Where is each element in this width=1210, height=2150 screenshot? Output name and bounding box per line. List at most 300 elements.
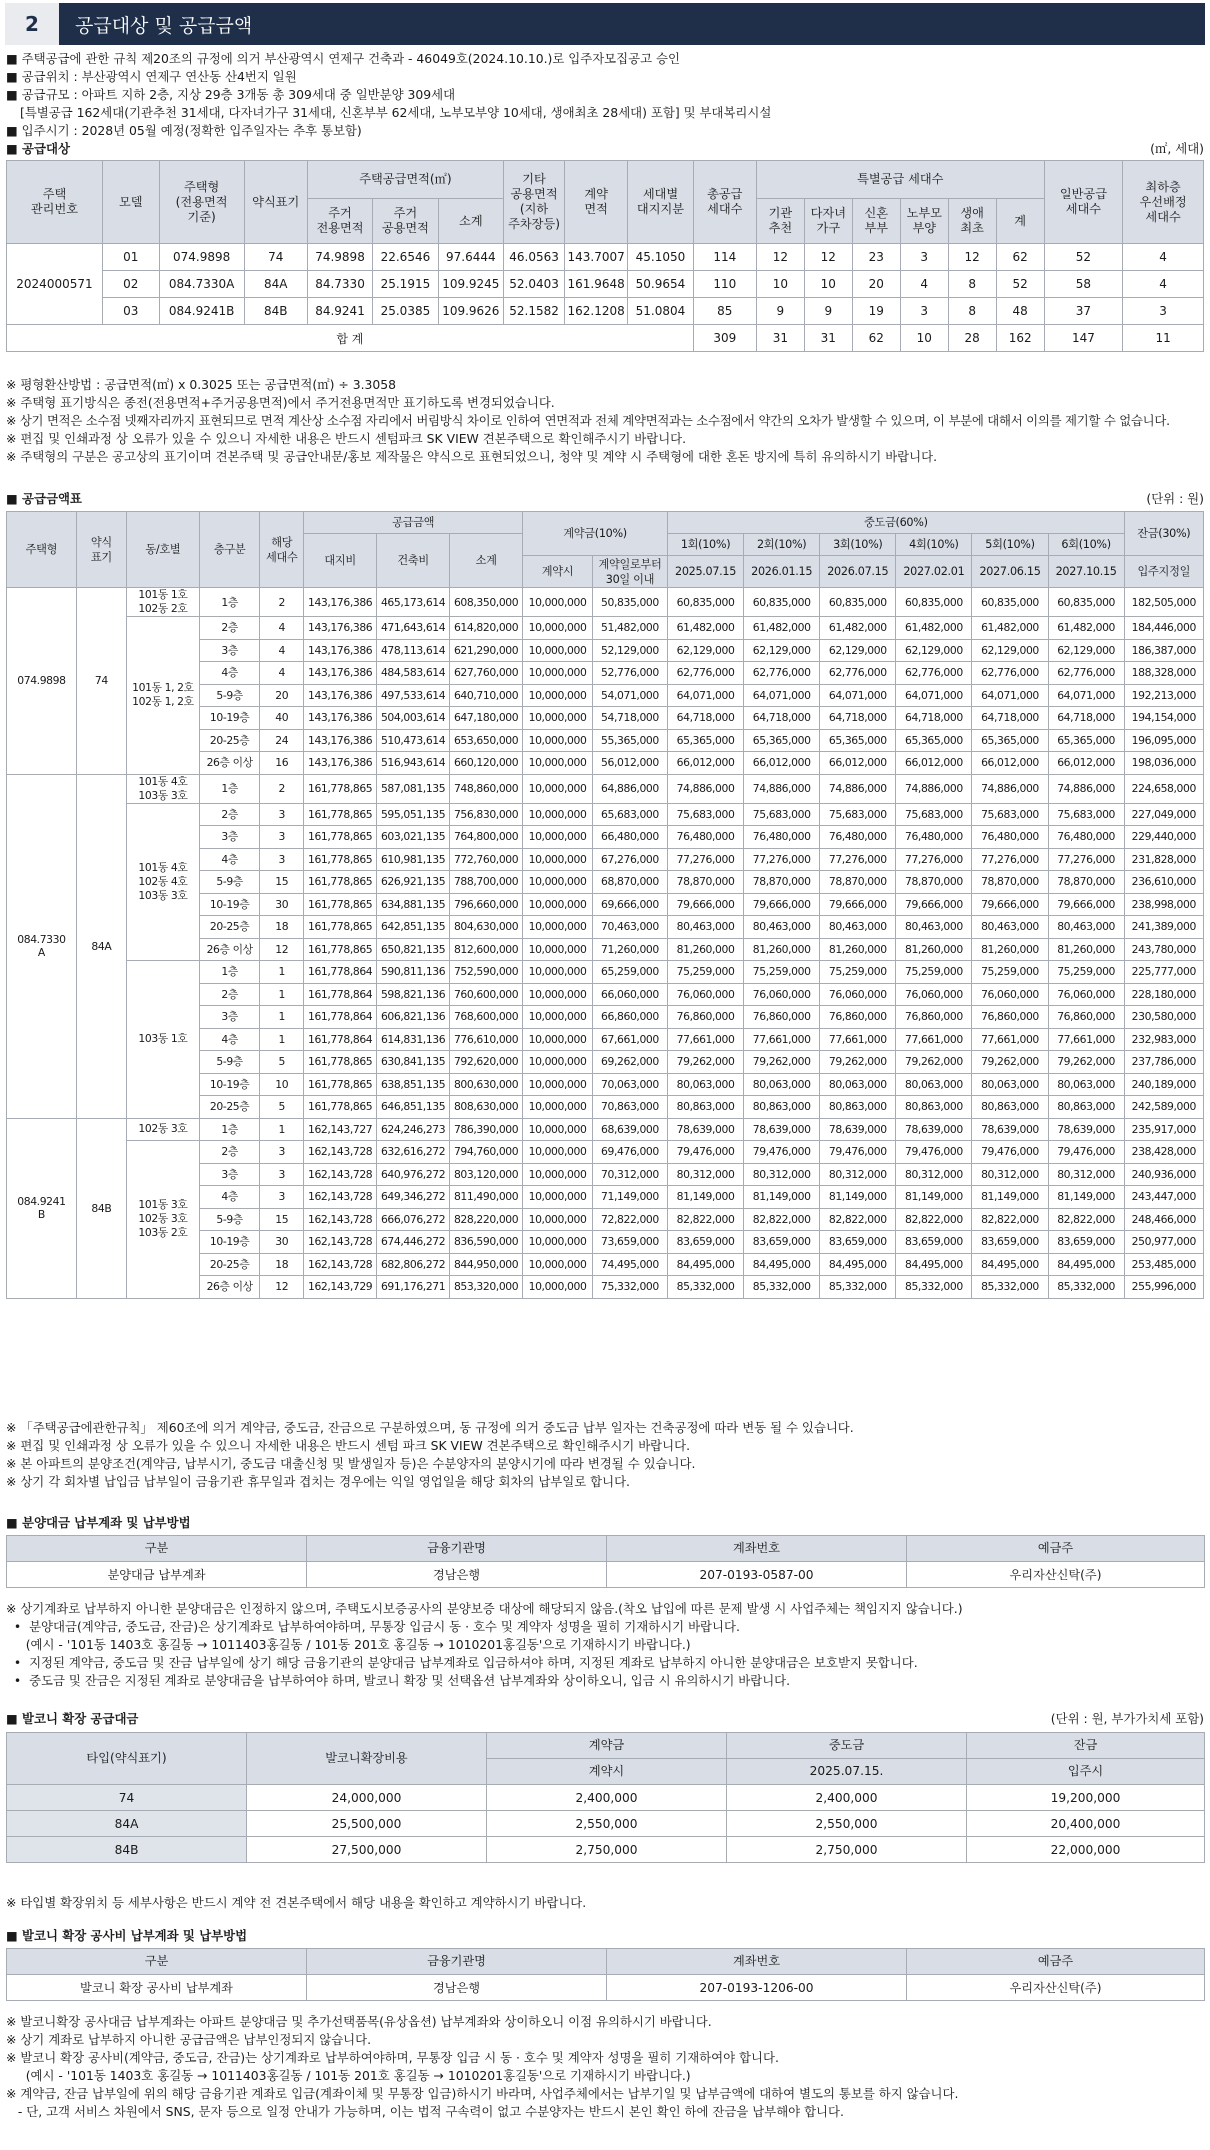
price-cell: 85,332,000	[668, 1276, 744, 1299]
supply-row	[7, 271, 1204, 298]
price-cell: 75,683,000	[1048, 803, 1124, 826]
price-cell: 188,328,000	[1124, 662, 1203, 685]
price-cell: 69,666,000	[592, 893, 667, 916]
balcony-block	[6, 1710, 1204, 1863]
price-cell: 143,176,386	[304, 639, 377, 662]
price-cell: 65,259,000	[592, 961, 667, 984]
price-cell: 184,446,000	[1124, 617, 1203, 640]
price-cell: 77,276,000	[896, 848, 972, 871]
price-cell: 76,480,000	[1048, 826, 1124, 849]
supply-cell: 8	[948, 271, 996, 298]
price-cell: 10,000,000	[523, 1141, 593, 1164]
price-cell: 225,777,000	[1124, 961, 1203, 984]
price-cell: 78,870,000	[896, 871, 972, 894]
price-cell: 81,260,000	[820, 938, 896, 961]
supply-cell: 58	[1044, 271, 1122, 298]
pth-units: 해당 세대수	[260, 512, 304, 588]
price-cell: 598,821,136	[377, 983, 450, 1006]
supply-cell: 84A	[244, 271, 307, 298]
supply-total-cell: 10	[900, 325, 948, 352]
supply-cell: 25.1915	[373, 271, 438, 298]
price-cell: 60,835,000	[668, 588, 744, 617]
price-cell: 77,276,000	[820, 848, 896, 871]
price-cell: 1	[260, 1118, 304, 1141]
price-cell: 2층	[199, 983, 259, 1006]
price-cell: 12	[260, 1276, 304, 1299]
price-cell: 10,000,000	[523, 893, 593, 916]
price-cell: 243,447,000	[1124, 1186, 1203, 1209]
price-cell: 10-19층	[199, 1231, 259, 1254]
supply-cell: 74.9898	[307, 244, 372, 271]
price-cell: 4층	[199, 1186, 259, 1209]
supply-cell: 52	[1044, 244, 1122, 271]
price-cell: 30	[260, 893, 304, 916]
price-cell: 10,000,000	[523, 1028, 593, 1051]
acc1-h0: 구분	[7, 1536, 307, 1562]
price-cell: 194,154,000	[1124, 707, 1203, 730]
price-cell: 76,060,000	[744, 983, 820, 1006]
price-cell: 804,630,000	[450, 916, 523, 939]
price-cell: 65,683,000	[592, 803, 667, 826]
price-cell: 614,831,136	[377, 1028, 450, 1051]
price-cell: 10,000,000	[523, 871, 593, 894]
note-line: ※ 주택형 표기방식은 종전(전용면적+주거공용면적)에서 주거전용면적만 표기하도록 변경되었습니다.	[6, 395, 555, 410]
price-cell: 66,480,000	[592, 826, 667, 849]
price-cell: 1층	[199, 774, 259, 803]
price-cell: 78,639,000	[972, 1118, 1048, 1141]
pth-subtotal: 소계	[450, 534, 523, 588]
price-cell: 75,259,000	[668, 961, 744, 984]
price-cell: 610,981,135	[377, 848, 450, 871]
price-cell: 80,063,000	[820, 1073, 896, 1096]
price-row	[7, 1118, 1204, 1141]
price-cell: 4	[260, 662, 304, 685]
price-cell: 52,776,000	[592, 662, 667, 685]
price-cell: 10,000,000	[523, 961, 593, 984]
supply-cell: 46.0563	[504, 244, 565, 271]
pth-m2: 2회(10%)	[744, 534, 820, 556]
th-subtotal: 소계	[438, 199, 503, 244]
price-cell: 79,666,000	[896, 893, 972, 916]
price-cell: 248,466,000	[1124, 1208, 1203, 1231]
price-cell: 634,881,135	[377, 893, 450, 916]
price-cell: 143,176,386	[304, 684, 377, 707]
supply-cell: 62	[996, 244, 1044, 271]
price-cell: 10,000,000	[523, 662, 593, 685]
price-cell: 64,718,000	[972, 707, 1048, 730]
price-cell: 66,860,000	[592, 1006, 667, 1029]
price-cell: 240,936,000	[1124, 1163, 1203, 1186]
price-cell: 143,176,386	[304, 729, 377, 752]
price-cell: 83,659,000	[972, 1231, 1048, 1254]
price-cell: 3층	[199, 1006, 259, 1029]
price-cell: 236,610,000	[1124, 871, 1203, 894]
pth-m1: 1회(10%)	[668, 534, 744, 556]
price-cell: 26층 이상	[199, 938, 259, 961]
bal-h-date: 2025.07.15.	[727, 1759, 967, 1785]
price-cell: 69,262,000	[592, 1051, 667, 1074]
pth-abbr: 약식 표기	[76, 512, 126, 588]
price-type: 074.9898	[7, 588, 77, 775]
price-cell: 1	[260, 961, 304, 984]
supply-cell: 109.9626	[438, 298, 503, 325]
price-cell: 627,760,000	[450, 662, 523, 685]
price-cell: 62,129,000	[1048, 639, 1124, 662]
balcony-cell: 84A	[7, 1811, 247, 1837]
price-cell: 62,129,000	[668, 639, 744, 662]
price-cell: 85,332,000	[744, 1276, 820, 1299]
acc1-h3: 예금주	[907, 1536, 1205, 1562]
th-other: 기타 공용면적 (지하 주차장등)	[504, 161, 565, 244]
supply-cell: 84.7330	[307, 271, 372, 298]
acc2-h2: 계좌번호	[607, 1949, 907, 1975]
price-cell: 64,071,000	[668, 684, 744, 707]
price-cell: 18	[260, 916, 304, 939]
price-cell: 61,482,000	[972, 617, 1048, 640]
supply-cell: 52.1582	[504, 298, 565, 325]
note-line: ※ 발코니확장 공사대금 납부계좌는 아파트 분양대금 및 추가선택품목(유상옵션) 납부계좌와 상이하오니 이점 유의하시기 바랍니다.	[6, 2014, 712, 2029]
price-cell: 4	[260, 639, 304, 662]
balcony-cell: 20,400,000	[967, 1811, 1205, 1837]
price-cell: 143,176,386	[304, 707, 377, 730]
price-cell: 60,835,000	[896, 588, 972, 617]
note-line: ※ 상기 면적은 소수점 넷째자리까지 표현되므로 면적 계산상 소수점 자리에서 버림방식 차이로 인하여 연면적과 전체 계약면적과는 소수점에서 약간의 오차가 발생할 수 있으며, 이 부분에 대해서 이의를 제기할 수 없습니다.	[6, 413, 1170, 428]
price-cell: 26층 이상	[199, 1276, 259, 1299]
supply-cell: 10	[756, 271, 804, 298]
price-cell: 76,480,000	[744, 826, 820, 849]
price-cell: 83,659,000	[668, 1231, 744, 1254]
price-cell: 77,661,000	[896, 1028, 972, 1051]
supply-cell: 52.0403	[504, 271, 565, 298]
price-cell: 65,365,000	[1048, 729, 1124, 752]
price-cell: 66,012,000	[820, 752, 896, 775]
price-cell: 161,778,865	[304, 1073, 377, 1096]
price-type: 084.9241 B	[7, 1118, 77, 1298]
price-row	[7, 588, 1204, 617]
price-cell: 80,463,000	[744, 916, 820, 939]
price-cell: 186,387,000	[1124, 639, 1203, 662]
price-cell: 66,060,000	[592, 983, 667, 1006]
price-cell: 66,012,000	[972, 752, 1048, 775]
pth-within30: 계약일로부터 30일 이내	[592, 556, 667, 588]
price-cell: 812,600,000	[450, 938, 523, 961]
price-cell: 10	[260, 1073, 304, 1096]
note-line: ※ 타입별 확장위치 등 세부사항은 반드시 계약 전 견본주택에서 해당 내용을 확인하고 계약하시기 바랍니다.	[6, 1895, 587, 1910]
section-number: 2	[5, 3, 59, 45]
supply-total-cell: 31	[804, 325, 852, 352]
pth-type: 주택형	[7, 512, 77, 588]
price-cell: 15	[260, 871, 304, 894]
price-cell: 65,365,000	[668, 729, 744, 752]
price-cell: 62,129,000	[820, 639, 896, 662]
price-cell: 10,000,000	[523, 1276, 593, 1299]
pth-d1: 2025.07.15	[668, 556, 744, 588]
price-cell: 79,666,000	[1048, 893, 1124, 916]
price-row	[7, 774, 1204, 803]
price-cell: 66,012,000	[1048, 752, 1124, 775]
price-cell: 62,129,000	[896, 639, 972, 662]
price-cell: 74,495,000	[592, 1253, 667, 1276]
price-cell: 70,863,000	[592, 1096, 667, 1119]
supply-table-wrap	[6, 160, 1204, 352]
price-cell: 10,000,000	[523, 684, 593, 707]
note-line: (예시 - '101동 1403호 홍길동 → 1011403홍길동 / 101동 201호 홍길동 → 1010201홍길동'으로 기재하시기 바랍니다.)	[6, 1637, 691, 1652]
price-cell: 235,917,000	[1124, 1118, 1203, 1141]
price-cell: 10,000,000	[523, 1073, 593, 1096]
price-cell: 198,036,000	[1124, 752, 1203, 775]
price-cell: 2	[260, 588, 304, 617]
price-cell: 79,476,000	[744, 1141, 820, 1164]
price-cell: 231,828,000	[1124, 848, 1203, 871]
th-newlywed: 신혼 부부	[852, 199, 900, 244]
price-cell: 3	[260, 1186, 304, 1209]
note-line: ※ 계약금, 잔금 납부일에 위의 해당 금융기관 계좌로 입금(계좌이체 및 무통장 입금)하시기 바라며, 사업주체에서는 납부기일 및 납부금액에 대하여 별도의 통보를 하지 않습니다.	[6, 2086, 959, 2101]
price-abbr: 84A	[76, 774, 126, 1118]
supply-cell: 52	[996, 271, 1044, 298]
price-cell: 20-25층	[199, 1253, 259, 1276]
price-cell: 5-9층	[199, 1051, 259, 1074]
price-cell: 828,220,000	[450, 1208, 523, 1231]
price-cell: 2층	[199, 803, 259, 826]
price-cell: 65,365,000	[744, 729, 820, 752]
price-cell: 85,332,000	[820, 1276, 896, 1299]
price-cell: 78,870,000	[668, 871, 744, 894]
price-cell: 772,760,000	[450, 848, 523, 871]
price-cell: 62,776,000	[744, 662, 820, 685]
section-title: 공급대상 및 공급금액	[75, 14, 253, 37]
price-cell: 78,639,000	[896, 1118, 972, 1141]
price-cell: 653,650,000	[450, 729, 523, 752]
price-cell: 80,312,000	[896, 1163, 972, 1186]
price-dong: 101동 4호 102동 4호 103동 3호	[126, 803, 199, 961]
price-cell: 76,480,000	[668, 826, 744, 849]
price-cell: 60,835,000	[1048, 588, 1124, 617]
price-cell: 77,276,000	[972, 848, 1048, 871]
price-cell: 73,659,000	[592, 1231, 667, 1254]
price-cell: 51,482,000	[592, 617, 667, 640]
price-cell: 10,000,000	[523, 1186, 593, 1209]
balcony-row	[7, 1811, 1205, 1837]
price-cell: 10,000,000	[523, 916, 593, 939]
price-cell: 143,176,386	[304, 752, 377, 775]
price-cell: 80,063,000	[896, 1073, 972, 1096]
price-cell: 64,071,000	[896, 684, 972, 707]
price-cell: 630,841,135	[377, 1051, 450, 1074]
price-cell: 75,259,000	[744, 961, 820, 984]
pth-balance: 잔금(30%)	[1124, 512, 1203, 556]
pth-m5: 5회(10%)	[972, 534, 1048, 556]
price-cell: 78,870,000	[820, 871, 896, 894]
price-cell: 52,129,000	[592, 639, 667, 662]
balcony-cell: 25,500,000	[247, 1811, 487, 1837]
price-cell: 608,350,000	[450, 588, 523, 617]
price-cell: 587,081,135	[377, 774, 450, 803]
price-cell: 68,639,000	[592, 1118, 667, 1141]
th-mgmt: 주택 관리번호	[7, 161, 103, 244]
price-cell: 504,003,614	[377, 707, 450, 730]
supply-cell: 03	[102, 298, 159, 325]
price-cell: 79,666,000	[744, 893, 820, 916]
price-cell: 16	[260, 752, 304, 775]
balcony-unit: (단위 : 원, 부가가치세 포함)	[1050, 1711, 1204, 1726]
notes5-block	[6, 2013, 1204, 2121]
th-special: 특별공급 세대수	[756, 161, 1044, 199]
price-cell: 691,176,271	[377, 1276, 450, 1299]
price-cell: 20-25층	[199, 916, 259, 939]
price-cell: 84,495,000	[1048, 1253, 1124, 1276]
price-cell: 10,000,000	[523, 617, 593, 640]
price-cell: 230,580,000	[1124, 1006, 1203, 1029]
acc2-h3: 예금주	[907, 1949, 1205, 1975]
price-cell: 752,590,000	[450, 961, 523, 984]
price-dong: 102동 3호	[126, 1118, 199, 1141]
price-cell: 844,950,000	[450, 1253, 523, 1276]
price-cell: 64,718,000	[744, 707, 820, 730]
price-cell: 10,000,000	[523, 639, 593, 662]
bal-h-middle: 중도금	[727, 1733, 967, 1759]
th-contract: 계약 면적	[565, 161, 628, 244]
price-cell: 67,276,000	[592, 848, 667, 871]
price-cell: 79,476,000	[668, 1141, 744, 1164]
acc1-h1: 금융기관명	[307, 1536, 607, 1562]
price-cell: 81,149,000	[668, 1186, 744, 1209]
price-cell: 640,976,272	[377, 1163, 450, 1186]
price-cell: 4층	[199, 662, 259, 685]
supply-cell: 114	[693, 244, 756, 271]
price-cell: 3	[260, 1141, 304, 1164]
price-cell: 75,259,000	[1048, 961, 1124, 984]
price-row	[7, 961, 1204, 984]
supply-cell: 3	[900, 298, 948, 325]
price-cell: 161,778,865	[304, 893, 377, 916]
price-cell: 64,071,000	[820, 684, 896, 707]
price-cell: 238,998,000	[1124, 893, 1203, 916]
price-cell: 67,661,000	[592, 1028, 667, 1051]
price-cell: 68,870,000	[592, 871, 667, 894]
price-cell: 80,312,000	[820, 1163, 896, 1186]
intro-line: ■ 공급위치 : 부산광역시 연제구 연산동 산4번지 일원	[6, 68, 1204, 86]
price-cell: 71,260,000	[592, 938, 667, 961]
price-cell: 162,143,728	[304, 1163, 377, 1186]
price-cell: 10,000,000	[523, 729, 593, 752]
price-cell: 82,822,000	[1048, 1208, 1124, 1231]
account2-title: ■ 발코니 확장 공사비 납부계좌 및 납부방법	[6, 1927, 1204, 1945]
price-cell: 80,312,000	[1048, 1163, 1124, 1186]
price-cell: 10,000,000	[523, 774, 593, 803]
price-cell: 83,659,000	[896, 1231, 972, 1254]
price-cell: 748,860,000	[450, 774, 523, 803]
price-cell: 1층	[199, 961, 259, 984]
price-cell: 75,259,000	[896, 961, 972, 984]
price-cell: 20-25층	[199, 1096, 259, 1119]
bal-h-type: 타입(약식표기)	[7, 1733, 247, 1785]
price-cell: 1	[260, 983, 304, 1006]
price-cell: 238,428,000	[1124, 1141, 1203, 1164]
price-cell: 2층	[199, 617, 259, 640]
th-type: 주택형 (전용면적 기준)	[159, 161, 244, 244]
price-cell: 79,262,000	[744, 1051, 820, 1074]
supply-total-cell: 28	[948, 325, 996, 352]
price-cell: 478,113,614	[377, 639, 450, 662]
th-model: 모델	[102, 161, 159, 244]
price-cell: 764,800,000	[450, 826, 523, 849]
bal-h-cost: 발코니확장비용	[247, 1733, 487, 1785]
price-cell: 75,259,000	[820, 961, 896, 984]
acc2-holder: 우리자산신탁(주)	[907, 1975, 1205, 2001]
price-dong: 101동 3호 102동 3호 103동 2호	[126, 1141, 199, 1299]
price-cell: 76,860,000	[744, 1006, 820, 1029]
price-cell: 76,860,000	[972, 1006, 1048, 1029]
price-cell: 161,778,864	[304, 1028, 377, 1051]
price-cell: 853,320,000	[450, 1276, 523, 1299]
price-cell: 161,778,865	[304, 848, 377, 871]
price-cell: 4층	[199, 1028, 259, 1051]
price-cell: 64,718,000	[896, 707, 972, 730]
price-cell: 232,983,000	[1124, 1028, 1203, 1051]
price-cell: 75,683,000	[820, 803, 896, 826]
notes4-block	[6, 1894, 1204, 1912]
price-cell: 77,661,000	[972, 1028, 1048, 1051]
supply-cell: 3	[900, 244, 948, 271]
bal-h-movein: 입주시	[967, 1759, 1205, 1785]
price-cell: 75,683,000	[744, 803, 820, 826]
price-cell: 79,666,000	[972, 893, 1048, 916]
price-cell: 3	[260, 803, 304, 826]
balcony-cell: 2,550,000	[487, 1811, 727, 1837]
supply-cell: 97.6444	[438, 244, 503, 271]
note-line: ※ 상기계좌로 납부하지 아니한 분양대금은 인정하지 않으며, 주택도시보증공사의 분양보증 대상에 해당되지 않음.(착오 납입에 따른 문제 발생 시 사업주체는 책임지지 않습니다.)	[6, 1601, 963, 1616]
price-cell: 79,262,000	[668, 1051, 744, 1074]
price-cell: 255,996,000	[1124, 1276, 1203, 1299]
price-cell: 603,021,135	[377, 826, 450, 849]
price-cell: 10,000,000	[523, 707, 593, 730]
price-cell: 72,822,000	[592, 1208, 667, 1231]
price-cell: 161,778,864	[304, 1006, 377, 1029]
balcony-title: ■ 발코니 확장 공급대금	[6, 1710, 1051, 1728]
balcony-cell: 24,000,000	[247, 1785, 487, 1811]
price-cell: 79,476,000	[972, 1141, 1048, 1164]
bal-h-deposit: 계약금	[487, 1733, 727, 1759]
account1-table	[6, 1535, 1205, 1588]
price-cell: 10,000,000	[523, 1096, 593, 1119]
price-cell: 768,600,000	[450, 1006, 523, 1029]
supply-cell: 20	[852, 271, 900, 298]
price-cell: 803,120,000	[450, 1163, 523, 1186]
price-cell: 161,778,865	[304, 1096, 377, 1119]
price-cell: 161,778,865	[304, 938, 377, 961]
price-cell: 64,071,000	[972, 684, 1048, 707]
price-type: 084.7330 A	[7, 774, 77, 1118]
price-cell: 10,000,000	[523, 1163, 593, 1186]
price-cell: 69,476,000	[592, 1141, 667, 1164]
price-cell: 3층	[199, 1163, 259, 1186]
price-cell: 10,000,000	[523, 826, 593, 849]
price-cell: 760,600,000	[450, 983, 523, 1006]
price-cell: 62,776,000	[972, 662, 1048, 685]
pth-movein: 입주지정일	[1124, 556, 1203, 588]
price-cell: 66,012,000	[744, 752, 820, 775]
supply-title: ■ 공급대상	[6, 140, 1150, 158]
price-cell: 253,485,000	[1124, 1253, 1203, 1276]
supply-cell: 01	[102, 244, 159, 271]
price-cell: 10,000,000	[523, 1006, 593, 1029]
supply-total-row	[7, 325, 1204, 352]
supply-total-cell: 162	[996, 325, 1044, 352]
price-cell: 666,076,272	[377, 1208, 450, 1231]
price-cell: 10,000,000	[523, 983, 593, 1006]
price-cell: 756,830,000	[450, 803, 523, 826]
price-cell: 3	[260, 1163, 304, 1186]
